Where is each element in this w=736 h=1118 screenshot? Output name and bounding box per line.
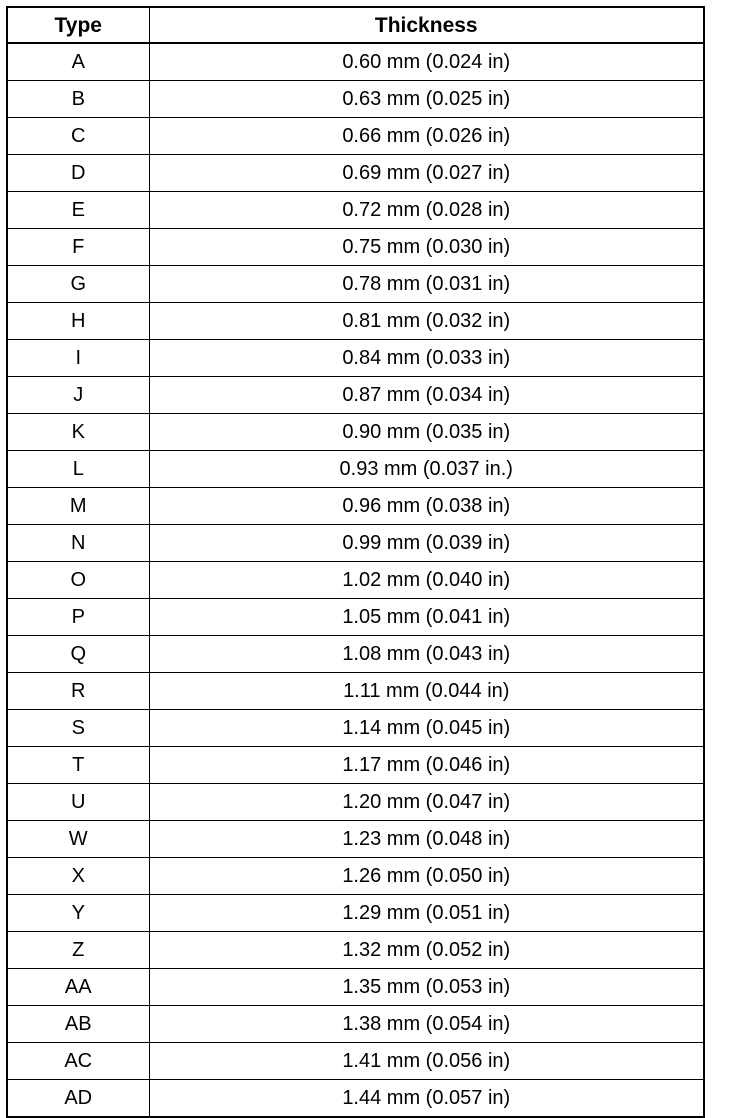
thickness-cell: 0.63 mm (0.025 in) bbox=[149, 81, 704, 118]
type-cell: A bbox=[7, 43, 149, 81]
type-cell: AB bbox=[7, 1006, 149, 1043]
table-row bbox=[7, 266, 704, 303]
table-row bbox=[7, 562, 704, 599]
thickness-cell: 0.93 mm (0.037 in.) bbox=[149, 451, 704, 488]
thickness-cell: 0.81 mm (0.032 in) bbox=[149, 303, 704, 340]
type-cell: J bbox=[7, 377, 149, 414]
header-thickness: Thickness bbox=[149, 7, 704, 43]
thickness-cell: 0.99 mm (0.039 in) bbox=[149, 525, 704, 562]
thickness-cell: 1.17 mm (0.046 in) bbox=[149, 747, 704, 784]
thickness-cell: 0.84 mm (0.033 in) bbox=[149, 340, 704, 377]
type-cell: W bbox=[7, 821, 149, 858]
table-row bbox=[7, 1043, 704, 1080]
type-cell: AD bbox=[7, 1080, 149, 1118]
type-cell: G bbox=[7, 266, 149, 303]
table-row bbox=[7, 525, 704, 562]
thickness-cell: 1.11 mm (0.044 in) bbox=[149, 673, 704, 710]
type-cell: C bbox=[7, 118, 149, 155]
thickness-cell: 0.72 mm (0.028 in) bbox=[149, 192, 704, 229]
thickness-cell: 1.35 mm (0.053 in) bbox=[149, 969, 704, 1006]
table-row bbox=[7, 229, 704, 266]
type-cell: AA bbox=[7, 969, 149, 1006]
table-row bbox=[7, 673, 704, 710]
thickness-cell: 1.05 mm (0.041 in) bbox=[149, 599, 704, 636]
thickness-cell: 1.08 mm (0.043 in) bbox=[149, 636, 704, 673]
thickness-cell: 0.75 mm (0.030 in) bbox=[149, 229, 704, 266]
table-row bbox=[7, 192, 704, 229]
table-header bbox=[7, 7, 704, 43]
table-row bbox=[7, 340, 704, 377]
table-body bbox=[7, 43, 704, 1117]
type-cell: M bbox=[7, 488, 149, 525]
table-row bbox=[7, 932, 704, 969]
thickness-cell: 1.41 mm (0.056 in) bbox=[149, 1043, 704, 1080]
type-cell: L bbox=[7, 451, 149, 488]
table-row bbox=[7, 599, 704, 636]
type-cell: X bbox=[7, 858, 149, 895]
table-row bbox=[7, 858, 704, 895]
thickness-cell: 0.96 mm (0.038 in) bbox=[149, 488, 704, 525]
thickness-cell: 0.60 mm (0.024 in) bbox=[149, 43, 704, 81]
type-cell: S bbox=[7, 710, 149, 747]
table-row bbox=[7, 636, 704, 673]
type-cell: T bbox=[7, 747, 149, 784]
table-row bbox=[7, 821, 704, 858]
thickness-cell: 0.66 mm (0.026 in) bbox=[149, 118, 704, 155]
type-cell: O bbox=[7, 562, 149, 599]
type-cell: B bbox=[7, 81, 149, 118]
type-cell: D bbox=[7, 155, 149, 192]
type-cell: P bbox=[7, 599, 149, 636]
thickness-cell: 1.14 mm (0.045 in) bbox=[149, 710, 704, 747]
header-row bbox=[7, 7, 704, 43]
table-row bbox=[7, 1006, 704, 1043]
type-cell: K bbox=[7, 414, 149, 451]
table-row bbox=[7, 81, 704, 118]
table-row bbox=[7, 377, 704, 414]
thickness-table bbox=[6, 6, 705, 1118]
table-row bbox=[7, 43, 704, 81]
type-cell: Z bbox=[7, 932, 149, 969]
table-row bbox=[7, 747, 704, 784]
thickness-cell: 1.26 mm (0.050 in) bbox=[149, 858, 704, 895]
type-cell: U bbox=[7, 784, 149, 821]
table-row bbox=[7, 488, 704, 525]
thickness-cell: 0.69 mm (0.027 in) bbox=[149, 155, 704, 192]
type-cell: Q bbox=[7, 636, 149, 673]
table-row bbox=[7, 1080, 704, 1118]
type-cell: Y bbox=[7, 895, 149, 932]
table-row bbox=[7, 710, 704, 747]
thickness-cell: 0.90 mm (0.035 in) bbox=[149, 414, 704, 451]
table-row bbox=[7, 451, 704, 488]
table-row bbox=[7, 303, 704, 340]
table-row bbox=[7, 118, 704, 155]
thickness-cell: 0.87 mm (0.034 in) bbox=[149, 377, 704, 414]
table-row bbox=[7, 414, 704, 451]
table-row bbox=[7, 155, 704, 192]
thickness-cell: 1.02 mm (0.040 in) bbox=[149, 562, 704, 599]
thickness-cell: 1.32 mm (0.052 in) bbox=[149, 932, 704, 969]
thickness-cell: 1.23 mm (0.048 in) bbox=[149, 821, 704, 858]
thickness-cell: 1.44 mm (0.057 in) bbox=[149, 1080, 704, 1118]
thickness-cell: 1.29 mm (0.051 in) bbox=[149, 895, 704, 932]
table-row bbox=[7, 895, 704, 932]
thickness-cell: 0.78 mm (0.031 in) bbox=[149, 266, 704, 303]
table-row bbox=[7, 969, 704, 1006]
thickness-cell: 1.20 mm (0.047 in) bbox=[149, 784, 704, 821]
type-cell: I bbox=[7, 340, 149, 377]
type-cell: H bbox=[7, 303, 149, 340]
type-cell: AC bbox=[7, 1043, 149, 1080]
thickness-cell: 1.38 mm (0.054 in) bbox=[149, 1006, 704, 1043]
type-cell: F bbox=[7, 229, 149, 266]
header-type: Type bbox=[7, 7, 149, 43]
type-cell: N bbox=[7, 525, 149, 562]
type-cell: R bbox=[7, 673, 149, 710]
type-cell: E bbox=[7, 192, 149, 229]
table-row bbox=[7, 784, 704, 821]
